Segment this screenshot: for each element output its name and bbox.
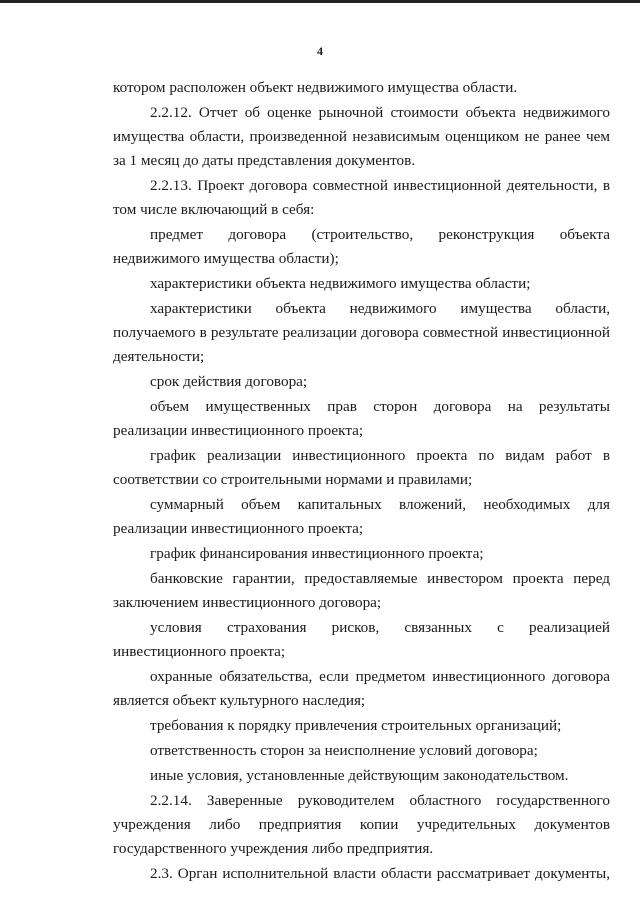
document-body [113, 76, 610, 886]
paragraph: график реализации инвестиционного проекта по видам работ в соответствии со строительными нормами и правилами; [113, 447, 610, 488]
paragraph: требования к порядку привлечения строительных организаций; [150, 717, 562, 734]
paragraph: характеристики объекта недвижимого имущества области; [150, 275, 531, 292]
paragraph: 2.2.13. Проект договора совместной инвестиционной деятельности, в том числе включающий в себя: [113, 177, 610, 218]
page-number: 4 [317, 44, 323, 58]
paragraph: ответственность сторон за неисполнение условий договора; [150, 742, 538, 759]
paragraph: охранные обязательства, если предметом инвестиционного договора является объект культурного наследия; [113, 668, 610, 709]
paragraph: иные условия, установленные действующим законодательством. [150, 767, 569, 784]
top-rule [0, 0, 640, 3]
paragraph: условия страхования рисков, связанных с реализацией инвестиционного проекта; [113, 619, 610, 660]
paragraph: 2.2.12. Отчет об оценке рыночной стоимости объекта недвижимого имущества области, произведенной независимым оценщиком не ранее чем за 1 месяц до даты представления документов. [113, 104, 610, 169]
paragraph: предмет договора (строительство, реконструкция объекта недвижимого имущества области); [113, 226, 610, 267]
paragraph: банковские гарантии, предоставляемые инвестором проекта перед заключением инвестиционного договора; [113, 570, 610, 611]
paragraph: 2.3. Орган исполнительной власти области рассматривает документы, [150, 865, 610, 882]
paragraph: срок действия договора; [150, 373, 308, 390]
paragraph: 2.2.14. Заверенные руководителем областного государственного учреждения либо предприятия копии учредительных документов государственного учреждения либо предприятия. [113, 792, 610, 857]
paragraph: котором расположен объект недвижимого имущества области. [113, 79, 518, 96]
paragraph: объем имущественных прав сторон договора на результаты реализации инвестиционного проекта; [113, 398, 610, 439]
paragraph: суммарный объем капитальных вложений, необходимых для реализации инвестиционного проекта; [113, 496, 610, 537]
paragraph: характеристики объекта недвижимого имущества области, получаемого в результате реализации договора совместной инвестиционной деятельности; [113, 300, 610, 365]
paragraph: график финансирования инвестиционного проекта; [150, 545, 484, 562]
